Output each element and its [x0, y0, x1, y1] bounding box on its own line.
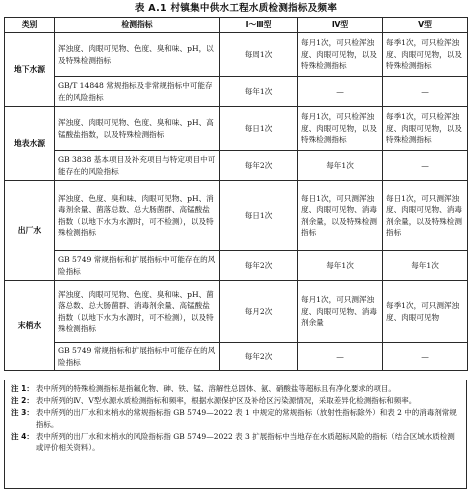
freq-type-4-cell: 每日1次，可只测浑浊度、肉眼可见物、消毒剂余量，以及特殊检测指标	[298, 181, 383, 251]
note-item	[11, 431, 460, 453]
header-category: 类别	[5, 18, 55, 33]
category-cell: 地下水源	[5, 33, 55, 107]
note-text: 表中所列的Ⅳ、Ⅴ型水源水质检测指标和频率，根据水源保护区及补给区污染源情况，采取差异化检测指标和频率。	[35, 396, 417, 406]
freq-type-1-3-cell: 每周1次	[220, 33, 298, 77]
freq-type-4-cell: 每年1次	[298, 151, 383, 181]
note-label: 注 4：	[11, 431, 34, 441]
freq-type-5-cell: 每年1次	[383, 251, 468, 281]
note-text: 表中所列的特殊检测指标是指氟化物、砷、铁、锰、溶解性总固体、氨、硝酸盐等超标且有净化要求的项目。	[35, 384, 396, 393]
freq-type-4-cell: 每月1次，可只检浑浊度、肉眼可见物，以及特殊检测指标	[298, 107, 383, 151]
header-indicator: 检测指标	[55, 18, 220, 33]
freq-type-5-cell: —	[383, 151, 468, 181]
freq-type-1-3-cell: 每月2次	[220, 281, 298, 343]
freq-type-1-3-cell: 每年2次	[220, 151, 298, 181]
indicator-cell: GB 3838 基本项目及补充项目与特定项目中可能存在的风险指标	[55, 151, 220, 181]
freq-type-5-cell: 每季1次，可只检浑浊度、肉眼可见物，以及特殊检测指标	[383, 107, 468, 151]
note-item	[11, 407, 460, 429]
indicator-cell: 浑浊度、肉眼可见物、色度、臭和味、pH、菌落总数、总大肠菌群、消毒剂余量、高锰酸盐指数（以地下水为水源时，可不检测），以及特殊检测指标	[55, 281, 220, 343]
freq-type-5-cell: 每季1次，可只检浑浊度、肉眼可见物，以及特殊检测指标	[383, 33, 468, 77]
table-row	[5, 181, 468, 251]
freq-type-1-3-cell: 每年2次	[220, 251, 298, 281]
freq-type-5-cell: 每日1次，可只测浑浊度、肉眼可见物、消毒剂余量，以及特殊检测指标	[383, 181, 468, 251]
header-type-1-3: Ⅰ～Ⅲ型	[220, 18, 298, 33]
freq-type-1-3-cell: 每日1次	[220, 107, 298, 151]
freq-type-4-cell: 每月1次，可只测浑浊度、肉眼可见物、消毒剂余量	[298, 281, 383, 343]
freq-type-5-cell: —	[383, 77, 468, 107]
freq-type-4-cell: 每月1次，可只检浑浊度、肉眼可见物，以及特殊检测指标	[298, 33, 383, 77]
indicator-cell: 浑浊度、肉眼可见物、色度、臭和味、pH，以及特殊检测指标	[55, 33, 220, 77]
table-row	[5, 343, 468, 371]
note-label: 注 2：	[11, 396, 34, 406]
freq-type-4-cell: —	[298, 343, 383, 371]
indicator-cell: 浑浊度、色度、臭和味、肉眼可见物、pH、消毒剂余量、菌落总数、总大肠菌群、高锰酸盐指数（以地下水为水源时，可不检测），以及特殊检测指标	[55, 181, 220, 251]
table-row	[5, 33, 468, 77]
freq-type-1-3-cell: 每日1次	[220, 181, 298, 251]
table-row	[5, 281, 468, 343]
indicator-cell: GB 5749 常规指标和扩展指标中可能存在的风险指标	[55, 343, 220, 371]
indicator-cell: 浑浊度、肉眼可见物、色度、臭和味、pH、高锰酸盐指数，以及特殊检测指标	[55, 107, 220, 151]
header-row	[5, 18, 468, 33]
freq-type-4-cell: —	[298, 77, 383, 107]
note-text: 表中所列的出厂水和末梢水的风险指标指 GB 5749—2022 表 3 扩展指标中当地存在水质超标风险的指标（结合区域水质检测或评价相关资料）。	[35, 431, 455, 453]
header-type-5: Ⅴ型	[383, 18, 468, 33]
note-label: 注 3：	[11, 408, 34, 418]
table-notes	[4, 380, 467, 489]
freq-type-1-3-cell: 每年2次	[220, 343, 298, 371]
freq-type-5-cell: 每季1次，可只测浑浊度、肉眼可见物	[383, 281, 468, 343]
freq-type-4-cell: 每年1次	[298, 251, 383, 281]
category-cell: 末梢水	[5, 281, 55, 371]
indicator-cell: GB 5749 常规指标和扩展指标中可能存在的风险指标	[55, 251, 220, 281]
category-cell: 出厂水	[5, 181, 55, 281]
category-cell: 地表水源	[5, 107, 55, 181]
note-label: 注 1：	[11, 384, 34, 393]
header-type-4: Ⅳ型	[298, 18, 383, 33]
table-row	[5, 77, 468, 107]
table-row	[5, 107, 468, 151]
freq-type-1-3-cell: 每年1次	[220, 77, 298, 107]
freq-type-5-cell: —	[383, 343, 468, 371]
indicator-cell: GB/T 14848 常规指标及非常规指标中可能存在的风险指标	[55, 77, 220, 107]
table-row	[5, 151, 468, 181]
note-item	[11, 383, 460, 394]
table-title: 表 A.1 村镇集中供水工程水质检测指标及频率	[134, 3, 338, 14]
water-quality-table	[4, 17, 468, 371]
table-row	[5, 251, 468, 281]
note-text: 表中所列的出厂水和末梢水的常规指标指 GB 5749—2022 表 1 中规定的常规指标（放射性指标除外）和表 2 中的消毒剂常规指标。	[35, 408, 457, 429]
note-item	[11, 395, 460, 406]
